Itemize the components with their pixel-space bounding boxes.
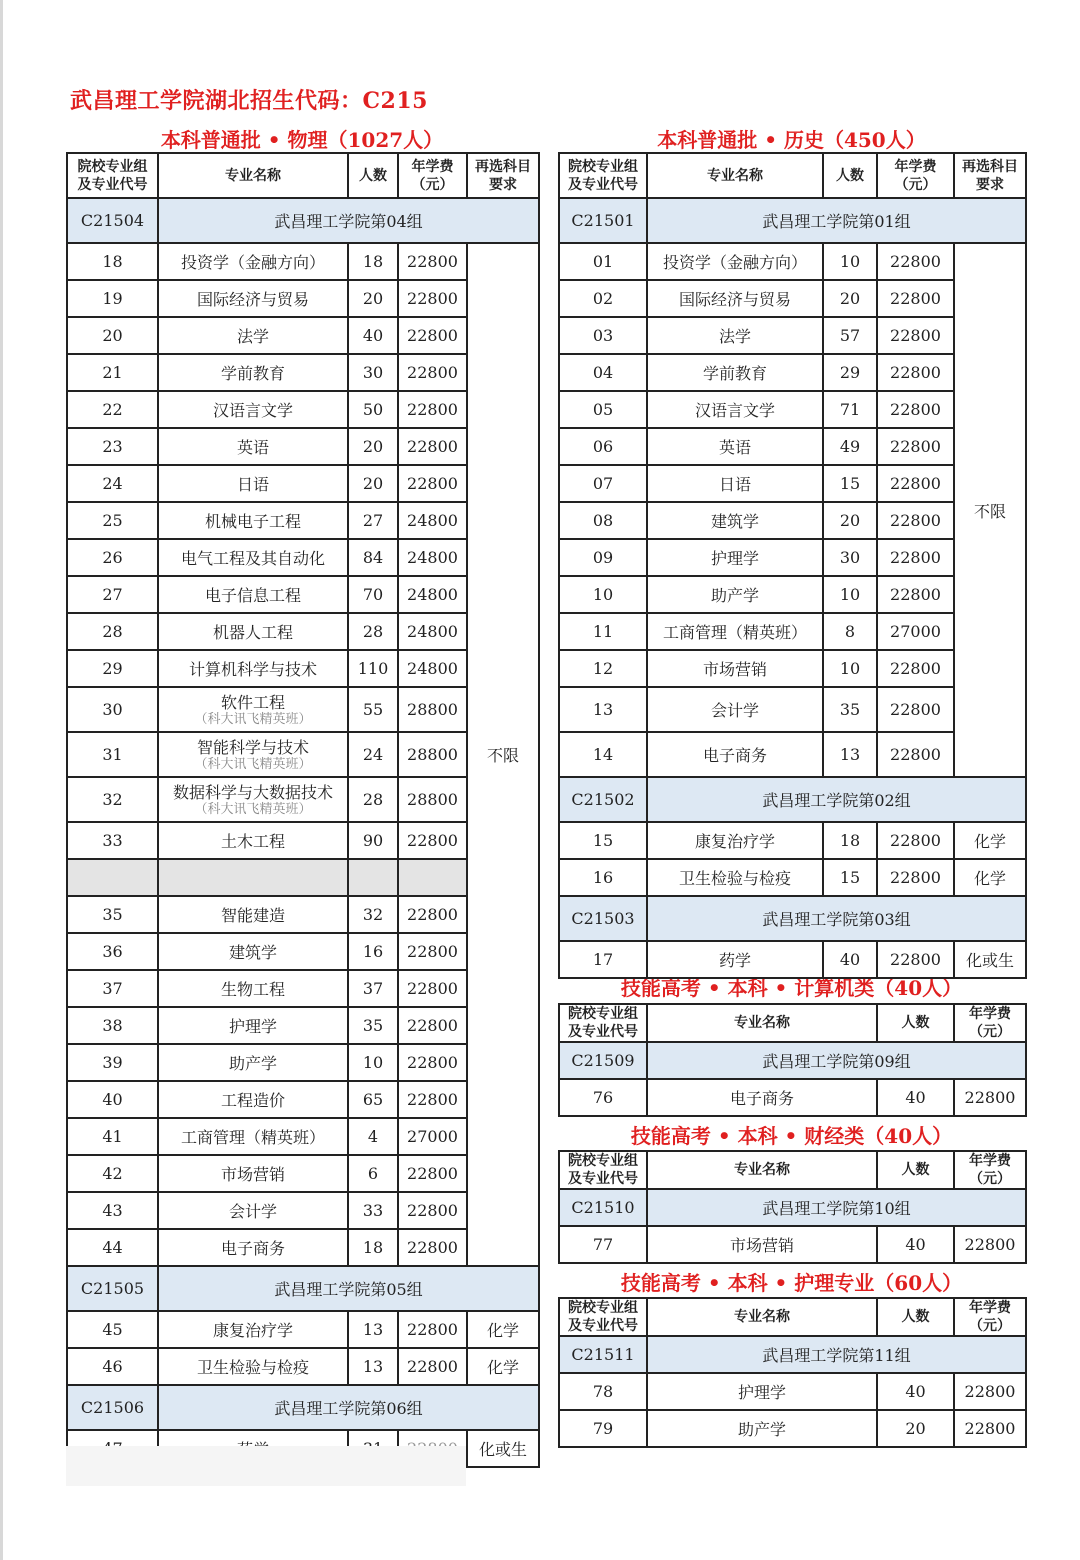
tuition-fee: 22800	[877, 539, 954, 576]
skill-nursing-title: 技能高考 • 本科 • 护理专业（60人）	[620, 1271, 963, 1295]
enroll-count: 8	[823, 613, 877, 650]
tuition-fee: 22800	[398, 970, 467, 1007]
enroll-count: 20	[348, 428, 398, 465]
row-code: 14	[559, 732, 647, 777]
major-name: 康复治疗学	[158, 1311, 348, 1348]
header-fee: 年学费 （元）	[954, 1298, 1026, 1336]
skill-nursing-table	[558, 1297, 1027, 1448]
row-code: 19	[67, 280, 158, 317]
enroll-count: 10	[348, 1044, 398, 1081]
row-code: 45	[67, 1311, 158, 1348]
header-row	[559, 1004, 1026, 1042]
header-group-code: 院校专业组 及专业代号	[559, 1151, 647, 1189]
tuition-fee: 22800	[877, 502, 954, 539]
tuition-fee: 24800	[398, 539, 467, 576]
row-code: 20	[67, 317, 158, 354]
row-code: 13	[559, 687, 647, 732]
header-group-code: 院校专业组 及专业代号	[67, 153, 158, 198]
enroll-count: 40	[877, 1226, 954, 1263]
group-name: 武昌理工学院第01组	[647, 198, 1026, 243]
major-name: 电子商务	[158, 1229, 348, 1266]
major-name	[158, 859, 348, 896]
enroll-count: 18	[823, 822, 877, 859]
row-code: 06	[559, 428, 647, 465]
major-name: 电子商务	[647, 1079, 877, 1116]
enroll-count: 30	[823, 539, 877, 576]
table-row	[559, 822, 1026, 859]
row-code: 36	[67, 933, 158, 970]
physics-title: 本科普通批 • 物理（1027人）	[160, 128, 444, 152]
group-code: C21501	[559, 198, 647, 243]
physics-table	[66, 152, 540, 1468]
major-name: 英语	[647, 428, 823, 465]
major-name-note: （科大讯飞精英班）	[194, 756, 312, 772]
major-name: 电气工程及其自动化	[158, 539, 348, 576]
enroll-count: 29	[823, 354, 877, 391]
enroll-count: 70	[348, 576, 398, 613]
tuition-fee: 22800	[398, 317, 467, 354]
table-row	[559, 859, 1026, 896]
row-code: 46	[67, 1348, 158, 1385]
row-code: 42	[67, 1155, 158, 1192]
row-code: 39	[67, 1044, 158, 1081]
header-major-name: 专业名称	[158, 153, 348, 198]
tuition-fee: 22800	[954, 1079, 1026, 1116]
major-name: 机器人工程	[158, 613, 348, 650]
major-name: 国际经济与贸易	[158, 280, 348, 317]
major-name: 护理学	[158, 1007, 348, 1044]
enroll-count: 28	[348, 613, 398, 650]
group-code: C21505	[67, 1266, 158, 1311]
row-code: 04	[559, 354, 647, 391]
tuition-fee: 22800	[398, 1081, 467, 1118]
header-row	[67, 153, 539, 198]
subject-requirement: 化学	[467, 1348, 539, 1385]
row-code: 38	[67, 1007, 158, 1044]
enroll-count: 65	[348, 1081, 398, 1118]
tuition-fee: 22800	[877, 941, 954, 978]
row-code: 09	[559, 539, 647, 576]
table-row	[559, 941, 1026, 978]
tuition-fee: 22800	[877, 317, 954, 354]
row-code: 15	[559, 822, 647, 859]
row-code: 44	[67, 1229, 158, 1266]
row-code: 03	[559, 317, 647, 354]
tuition-fee: 27000	[398, 1118, 467, 1155]
major-name: 市场营销	[647, 1226, 877, 1263]
header-fee: 年学费 （元）	[954, 1004, 1026, 1042]
major-name: 助产学	[647, 1410, 877, 1447]
tuition-fee: 22800	[398, 822, 467, 859]
table-row	[67, 1311, 539, 1348]
enroll-count: 57	[823, 317, 877, 354]
tuition-fee: 22800	[398, 243, 467, 280]
major-name: 计算机科学与技术	[158, 650, 348, 687]
enroll-count: 13	[823, 732, 877, 777]
major-name: 电子信息工程	[158, 576, 348, 613]
row-code: 79	[559, 1410, 647, 1447]
bottom-shade	[66, 1446, 466, 1486]
major-name: 学前教育	[647, 354, 823, 391]
group-name: 武昌理工学院第11组	[647, 1336, 1026, 1373]
row-code: 43	[67, 1192, 158, 1229]
tuition-fee: 22800	[398, 428, 467, 465]
tuition-fee: 22800	[954, 1410, 1026, 1447]
major-name: 建筑学	[158, 933, 348, 970]
enroll-count: 24	[348, 732, 398, 777]
enroll-count: 110	[348, 650, 398, 687]
table-row	[559, 1410, 1026, 1447]
group-code: C21502	[559, 777, 647, 822]
group-name: 武昌理工学院第04组	[158, 198, 539, 243]
group-row	[559, 896, 1026, 941]
major-name: 汉语言文学	[158, 391, 348, 428]
enroll-count: 18	[348, 1229, 398, 1266]
row-code: 76	[559, 1079, 647, 1116]
enroll-count: 10	[823, 650, 877, 687]
row-code: 26	[67, 539, 158, 576]
table-row	[67, 243, 539, 280]
tuition-fee: 28800	[398, 732, 467, 777]
subject-requirement: 化学	[954, 822, 1026, 859]
tuition-fee: 24800	[398, 613, 467, 650]
header-fee: 年学费 （元）	[398, 153, 467, 198]
tuition-fee	[398, 859, 467, 896]
enroll-count: 90	[348, 822, 398, 859]
row-code: 05	[559, 391, 647, 428]
major-name: 智能建造	[158, 896, 348, 933]
tuition-fee: 22800	[398, 354, 467, 391]
tuition-fee: 22800	[398, 280, 467, 317]
subject-requirement: 化或生	[467, 1430, 539, 1467]
group-code: C21509	[559, 1042, 647, 1079]
header-fee: 年学费 （元）	[954, 1151, 1026, 1189]
row-code: 30	[67, 687, 158, 732]
tuition-fee: 28800	[398, 687, 467, 732]
table-row	[559, 1079, 1026, 1116]
row-code: 27	[67, 576, 158, 613]
tuition-fee: 22800	[877, 280, 954, 317]
group-row	[67, 1266, 539, 1311]
major-name: 日语	[158, 465, 348, 502]
enroll-count: 13	[348, 1311, 398, 1348]
enroll-count: 27	[348, 502, 398, 539]
row-code: 23	[67, 428, 158, 465]
enroll-count: 55	[348, 687, 398, 732]
tuition-fee: 22800	[877, 859, 954, 896]
major-name: 市场营销	[647, 650, 823, 687]
tuition-fee: 24800	[398, 502, 467, 539]
header-row	[559, 1298, 1026, 1336]
page-title: 武昌理工学院湖北招生代码：C215	[70, 88, 428, 114]
subject-requirement: 不限	[954, 243, 1026, 777]
group-name: 武昌理工学院第03组	[647, 896, 1026, 941]
major-name: 会计学	[158, 1192, 348, 1229]
header-group-code: 院校专业组 及专业代号	[559, 1298, 647, 1336]
header-fee: 年学费 （元）	[877, 153, 954, 198]
group-row	[67, 1385, 539, 1430]
major-name-note: （科大讯飞精英班）	[194, 801, 312, 817]
major-name: 工商管理（精英班）	[158, 1118, 348, 1155]
tuition-fee: 27000	[877, 613, 954, 650]
tuition-fee: 22800	[877, 822, 954, 859]
subject-requirement: 化学	[954, 859, 1026, 896]
major-name: 投资学（金融方向）	[158, 243, 348, 280]
tuition-fee: 22800	[398, 1192, 467, 1229]
table-row	[559, 1373, 1026, 1410]
row-code: 02	[559, 280, 647, 317]
enroll-count: 37	[348, 970, 398, 1007]
enroll-count: 40	[877, 1373, 954, 1410]
row-code: 01	[559, 243, 647, 280]
enroll-count: 20	[823, 280, 877, 317]
major-name: 卫生检验与检疫	[158, 1348, 348, 1385]
header-requirement: 再选科目 要求	[467, 153, 539, 198]
major-name: 电子商务	[647, 732, 823, 777]
group-code: C21510	[559, 1189, 647, 1226]
group-row	[67, 198, 539, 243]
major-name: 法学	[647, 317, 823, 354]
major-name-note: （科大讯飞精英班）	[194, 711, 312, 727]
tuition-fee: 22800	[398, 896, 467, 933]
enroll-count: 13	[348, 1348, 398, 1385]
major-name: 土木工程	[158, 822, 348, 859]
tuition-fee: 22800	[398, 1311, 467, 1348]
major-name: 会计学	[647, 687, 823, 732]
group-name: 武昌理工学院第06组	[158, 1385, 539, 1430]
major-name: 法学	[158, 317, 348, 354]
major-name-text: 智能科学与技术	[196, 737, 309, 757]
header-requirement: 再选科目 要求	[954, 153, 1026, 198]
row-code: 16	[559, 859, 647, 896]
group-name: 武昌理工学院第02组	[647, 777, 1026, 822]
group-row	[559, 1189, 1026, 1226]
row-code: 25	[67, 502, 158, 539]
history-title: 本科普通批 • 历史（450人）	[657, 128, 926, 152]
enroll-count: 50	[348, 391, 398, 428]
tuition-fee: 22800	[398, 465, 467, 502]
major-name: 汉语言文学	[647, 391, 823, 428]
major-name: 康复治疗学	[647, 822, 823, 859]
tuition-fee: 22800	[954, 1226, 1026, 1263]
header-count: 人数	[823, 153, 877, 198]
header-count: 人数	[877, 1004, 954, 1042]
enroll-count: 33	[348, 1192, 398, 1229]
group-name: 武昌理工学院第10组	[647, 1189, 1026, 1226]
major-name: 英语	[158, 428, 348, 465]
header-count: 人数	[348, 153, 398, 198]
header-major-name: 专业名称	[647, 1298, 877, 1336]
group-code: C21511	[559, 1336, 647, 1373]
table-row	[559, 1226, 1026, 1263]
header-count: 人数	[877, 1298, 954, 1336]
skill-finance-title: 技能高考 • 本科 • 财经类（40人）	[630, 1124, 953, 1148]
row-code: 77	[559, 1226, 647, 1263]
table-row	[67, 1348, 539, 1385]
header-group-code: 院校专业组 及专业代号	[559, 1004, 647, 1042]
skill-computer-table	[558, 1003, 1027, 1117]
tuition-fee: 22800	[877, 391, 954, 428]
enroll-count	[348, 859, 398, 896]
tuition-fee: 22800	[954, 1373, 1026, 1410]
enroll-count: 20	[348, 280, 398, 317]
tuition-fee: 22800	[877, 354, 954, 391]
enroll-count: 20	[348, 465, 398, 502]
subject-requirement: 不限	[467, 243, 539, 1266]
enroll-count: 35	[823, 687, 877, 732]
group-row	[559, 777, 1026, 822]
enroll-count: 4	[348, 1118, 398, 1155]
row-code: 08	[559, 502, 647, 539]
enroll-count: 32	[348, 896, 398, 933]
major-name: 护理学	[647, 1373, 877, 1410]
row-code: 18	[67, 243, 158, 280]
row-code: 21	[67, 354, 158, 391]
group-row	[559, 198, 1026, 243]
major-name: 机械电子工程	[158, 502, 348, 539]
page-edge	[0, 0, 3, 1560]
major-name-text: 数据科学与大数据技术	[172, 782, 333, 802]
tuition-fee: 22800	[877, 465, 954, 502]
enroll-count: 30	[348, 354, 398, 391]
row-code: 78	[559, 1373, 647, 1410]
major-name: 助产学	[647, 576, 823, 613]
major-name: 药学	[647, 941, 823, 978]
enroll-count: 40	[823, 941, 877, 978]
enroll-count: 10	[823, 243, 877, 280]
header-group-code: 院校专业组 及专业代号	[559, 153, 647, 198]
tuition-fee: 22800	[398, 391, 467, 428]
major-name: 投资学（金融方向）	[647, 243, 823, 280]
history-table	[558, 152, 1027, 979]
major-name: 卫生检验与检疫	[647, 859, 823, 896]
major-name: 日语	[647, 465, 823, 502]
major-name: 工程造价	[158, 1081, 348, 1118]
tuition-fee: 24800	[398, 650, 467, 687]
row-code: 37	[67, 970, 158, 1007]
row-code: 33	[67, 822, 158, 859]
header-row	[559, 1151, 1026, 1189]
enroll-count: 35	[348, 1007, 398, 1044]
row-code: 29	[67, 650, 158, 687]
table-row	[559, 243, 1026, 280]
row-code: 35	[67, 896, 158, 933]
tuition-fee: 22800	[877, 576, 954, 613]
enroll-count: 15	[823, 465, 877, 502]
enroll-count: 40	[877, 1079, 954, 1116]
header-major-name: 专业名称	[647, 1004, 877, 1042]
row-code: 07	[559, 465, 647, 502]
row-code: 12	[559, 650, 647, 687]
enroll-count: 49	[823, 428, 877, 465]
tuition-fee: 22800	[398, 1229, 467, 1266]
major-name	[158, 732, 348, 777]
tuition-fee: 22800	[877, 650, 954, 687]
enroll-count: 6	[348, 1155, 398, 1192]
header-row	[559, 153, 1026, 198]
row-code: 24	[67, 465, 158, 502]
tuition-fee: 24800	[398, 576, 467, 613]
group-name: 武昌理工学院第05组	[158, 1266, 539, 1311]
header-major-name: 专业名称	[647, 1151, 877, 1189]
major-name: 生物工程	[158, 970, 348, 1007]
row-code: 22	[67, 391, 158, 428]
tuition-fee: 22800	[877, 243, 954, 280]
row-code: 32	[67, 777, 158, 822]
row-code: 28	[67, 613, 158, 650]
group-row	[559, 1336, 1026, 1373]
major-name: 学前教育	[158, 354, 348, 391]
row-code: 41	[67, 1118, 158, 1155]
major-name-text: 软件工程	[220, 692, 285, 712]
subject-requirement: 化或生	[954, 941, 1026, 978]
group-name: 武昌理工学院第09组	[647, 1042, 1026, 1079]
major-name	[158, 777, 348, 822]
skill-computer-title: 技能高考 • 本科 • 计算机类（40人）	[620, 976, 963, 1000]
skill-finance-table	[558, 1150, 1027, 1264]
header-major-name: 专业名称	[647, 153, 823, 198]
major-name: 建筑学	[647, 502, 823, 539]
tuition-fee: 22800	[398, 1155, 467, 1192]
tuition-fee: 22800	[398, 1007, 467, 1044]
enroll-count: 10	[823, 576, 877, 613]
group-code: C21503	[559, 896, 647, 941]
row-code: 31	[67, 732, 158, 777]
enroll-count: 16	[348, 933, 398, 970]
enroll-count: 18	[348, 243, 398, 280]
tuition-fee: 22800	[877, 428, 954, 465]
major-name: 国际经济与贸易	[647, 280, 823, 317]
major-name: 助产学	[158, 1044, 348, 1081]
row-code: 40	[67, 1081, 158, 1118]
enroll-count: 20	[877, 1410, 954, 1447]
header-count: 人数	[877, 1151, 954, 1189]
enroll-count: 15	[823, 859, 877, 896]
enroll-count: 71	[823, 391, 877, 428]
row-code: 10	[559, 576, 647, 613]
enroll-count: 28	[348, 777, 398, 822]
tuition-fee: 22800	[398, 1044, 467, 1081]
group-code: C21504	[67, 198, 158, 243]
tuition-fee: 22800	[398, 1348, 467, 1385]
tuition-fee: 28800	[398, 777, 467, 822]
major-name: 护理学	[647, 539, 823, 576]
tuition-fee: 22800	[877, 687, 954, 732]
major-name: 工商管理（精英班）	[647, 613, 823, 650]
tuition-fee: 22800	[877, 732, 954, 777]
tuition-fee: 22800	[398, 933, 467, 970]
enroll-count: 84	[348, 539, 398, 576]
group-code: C21506	[67, 1385, 158, 1430]
major-name: 市场营销	[158, 1155, 348, 1192]
enroll-count: 40	[348, 317, 398, 354]
group-row	[559, 1042, 1026, 1079]
subject-requirement: 化学	[467, 1311, 539, 1348]
major-name	[158, 687, 348, 732]
row-code	[67, 859, 158, 896]
row-code: 11	[559, 613, 647, 650]
enroll-count: 20	[823, 502, 877, 539]
row-code: 17	[559, 941, 647, 978]
